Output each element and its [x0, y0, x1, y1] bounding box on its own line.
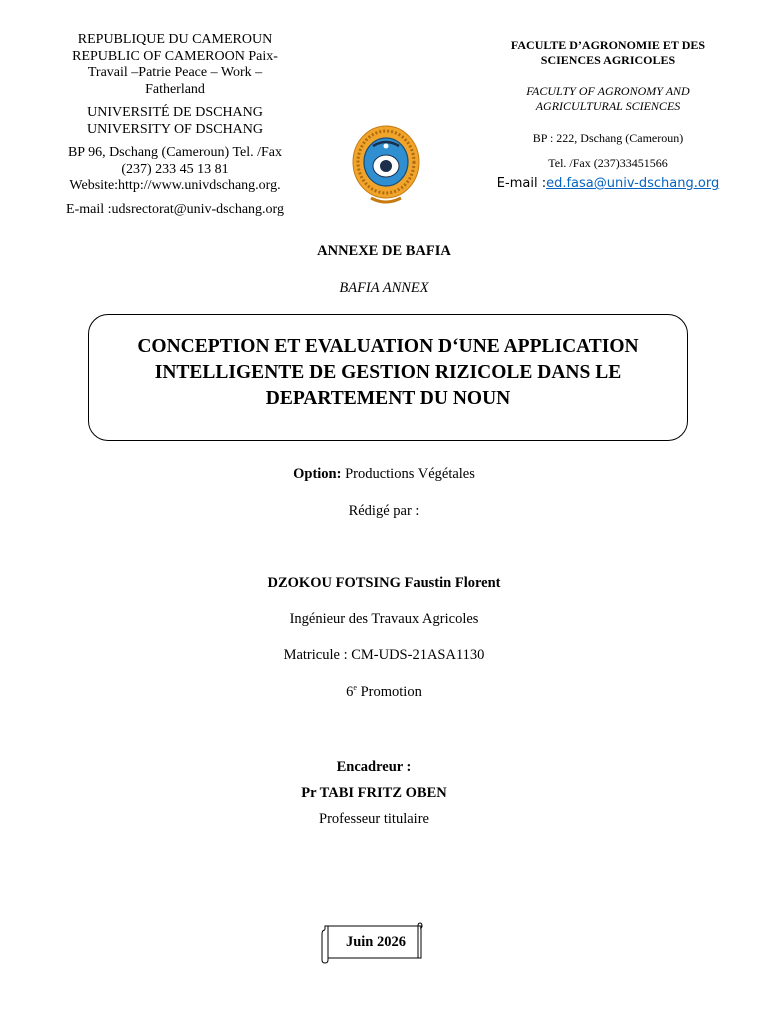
annex-fr: ANNEXE DE BAFIA — [317, 243, 451, 259]
country-en-motto: REPUBLIC OF CAMEROON Paix-Travail –Patrie Peace – Work – Fatherland — [72, 48, 278, 97]
faculty-fr: FACULTE D’AGRONOMIE ET DES SCIENCES AGRICOLES — [510, 38, 706, 67]
title-box — [88, 314, 688, 441]
author-name: DZOKOU FOTSING Faustin Florent — [267, 575, 501, 591]
option-value: Productions Végétales — [341, 466, 475, 482]
annex-en: BAFIA ANNEX — [339, 280, 429, 296]
option-line — [0, 466, 768, 483]
university-address: BP 96, Dschang (Cameroun) Tel. /Fax (237) 233 45 13 81 — [67, 145, 283, 177]
faculty-email — [488, 177, 728, 192]
university-en: UNIVERSITY OF DSCHANG — [86, 121, 264, 137]
faculty-bp: BP : 222, Dschang (Cameroun) — [532, 131, 684, 145]
faculty-email-link[interactable]: ed.fasa@univ-dschang.org — [546, 176, 720, 191]
author-title: Ingénieur des Travaux Agricoles — [289, 611, 479, 627]
supervisor-name: Pr TABI FRITZ OBEN — [301, 785, 447, 801]
supervisor-title: Professeur titulaire — [319, 811, 429, 827]
university-website: Website:http://www.univdschang.org. — [69, 178, 281, 193]
country-fr: REPUBLIQUE DU CAMEROUN — [77, 32, 273, 47]
submission-date: Juin 2026 — [345, 934, 407, 950]
written-by: Rédigé par : — [348, 503, 420, 519]
promotion-suffix: e — [353, 683, 357, 692]
header-left — [60, 32, 290, 218]
option-label: Option: — [293, 466, 342, 482]
university-fr: UNIVERSITÉ DE DSCHANG — [87, 105, 263, 120]
faculty-tel: Tel. /Fax (237)33451566 — [548, 155, 668, 170]
author-matricule: Matricule : CM-UDS-21ASA1130 — [283, 647, 485, 663]
university-seal-icon — [349, 124, 423, 206]
author-promotion — [0, 683, 768, 701]
faculty-en: FACULTY OF AGRONOMY AND AGRICULTURAL SCIENCES — [526, 84, 690, 113]
promotion-word: Promotion — [356, 683, 422, 700]
thesis-title: CONCEPTION ET EVALUATION D‘UNE APPLICATION INTELLIGENTE DE GESTION RIZICOLE DANS LE DEPARTEMENT DU NOUN — [137, 336, 639, 409]
university-email: E-mail :udsrectorat@univ-dschang.org — [66, 201, 284, 217]
faculty-email-label: E-mail : — [496, 176, 547, 191]
promotion-number: 6 — [346, 683, 354, 700]
supervisor-label: Encadreur : — [336, 759, 412, 775]
header-right — [488, 38, 728, 192]
